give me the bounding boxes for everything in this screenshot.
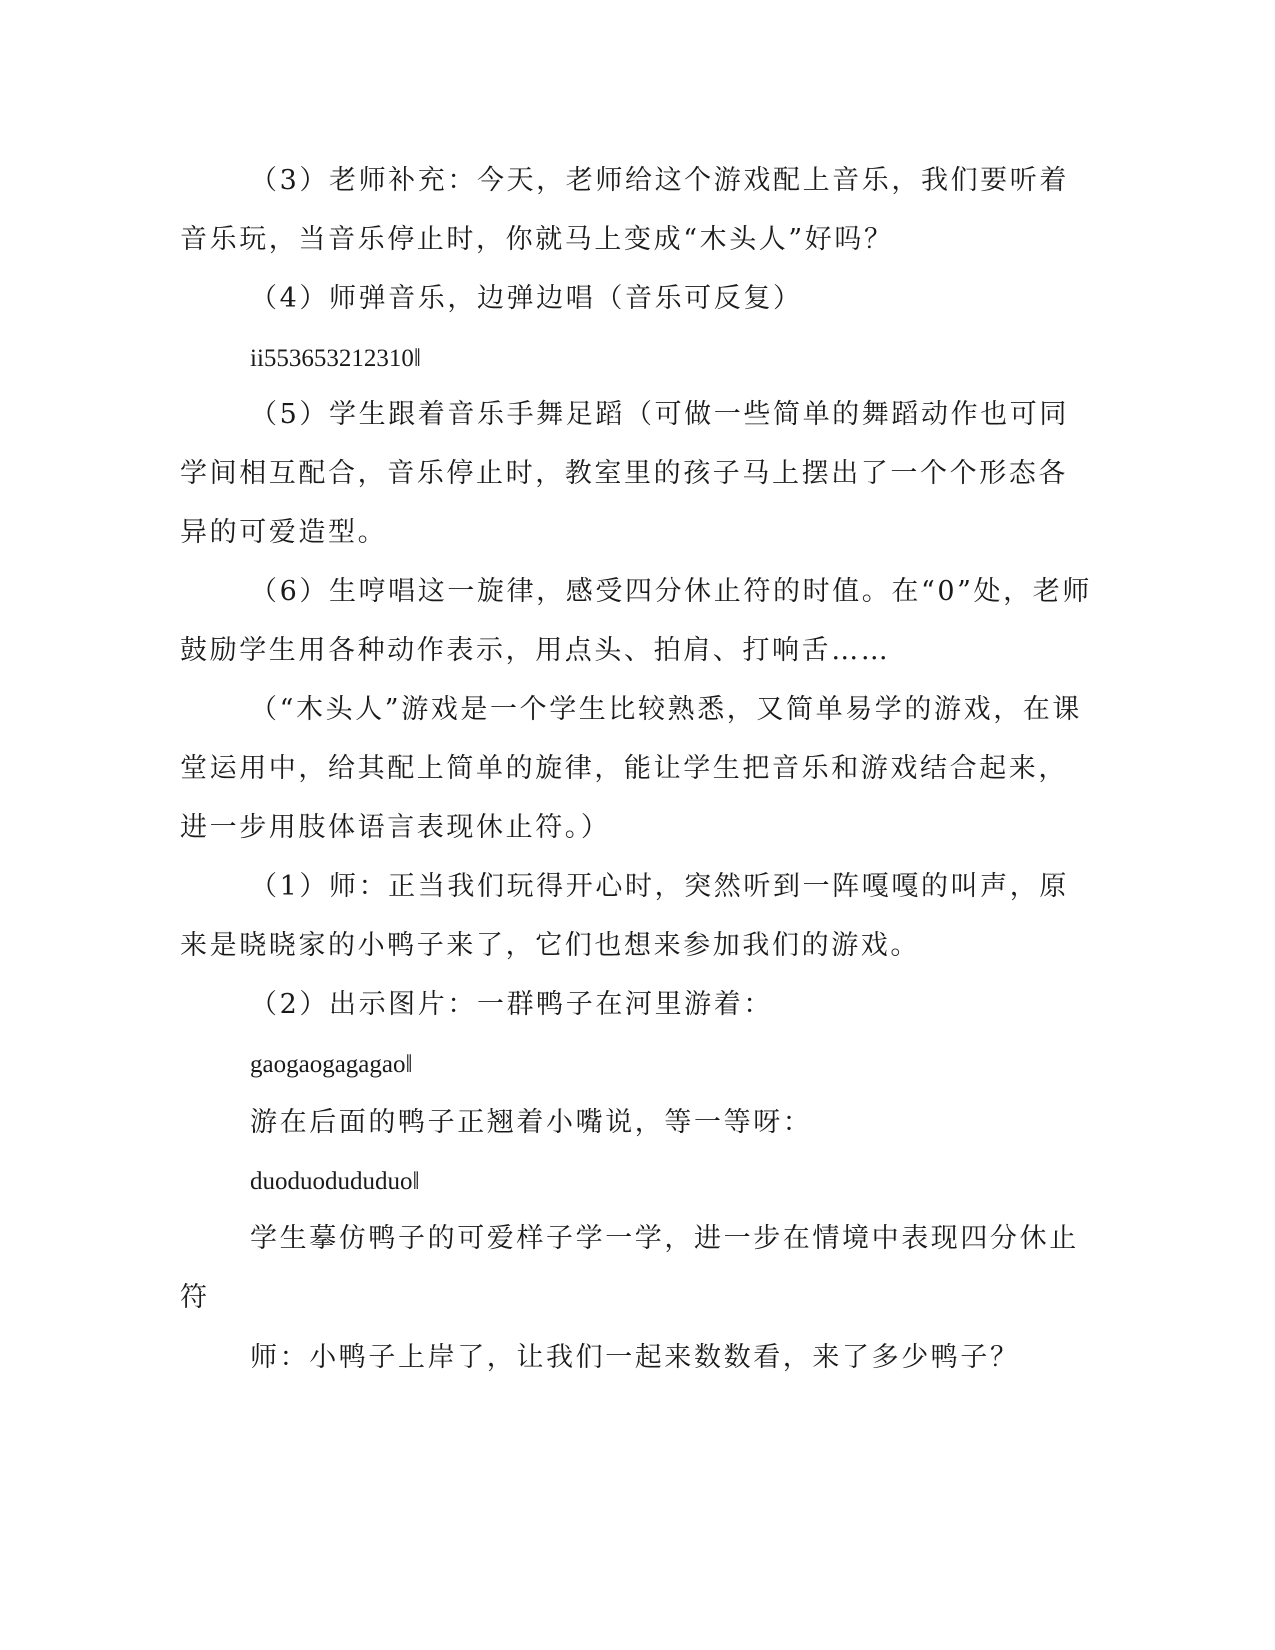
note-paragraph-line-3: 进一步用肢体语言表现休止符。） xyxy=(180,812,611,843)
imitation-paragraph-line-2: 符 xyxy=(180,1282,210,1313)
paragraph-5-line-1: （5）学生跟着音乐手舞足蹈（可做一些简单的舞蹈动作也可同 xyxy=(250,399,1069,430)
paragraph-2: （2）出示图片：一群鸭子在河里游着： xyxy=(250,989,773,1020)
paragraph-4: （4）师弹音乐，边弹边唱（音乐可反复） xyxy=(250,283,803,314)
duck-paragraph: 游在后面的鸭子正翘着小嘴说，等一等呀： xyxy=(250,1107,813,1138)
duck-call-notation-2: duoduodududuo‖ xyxy=(250,1168,420,1195)
paragraph-6-line-2: 鼓励学生用各种动作表示，用点头、拍肩、打响舌…… xyxy=(180,635,891,666)
paragraph-5-line-2: 学间相互配合，音乐停止时，教室里的孩子马上摆出了一个个形态各 xyxy=(180,458,1068,489)
music-notation-1: ii553653212310‖ xyxy=(250,345,421,372)
paragraph-3-line-1: （3）老师补充：今天，老师给这个游戏配上音乐，我们要听着 xyxy=(250,165,1069,196)
final-paragraph: 师：小鸭子上岸了，让我们一起来数数看，来了多少鸭子？ xyxy=(250,1342,1020,1373)
paragraph-6-line-1: （6）生哼唱这一旋律，感受四分休止符的时值。在“0”处，老师 xyxy=(250,576,1092,607)
note-paragraph-line-1: （“木头人”游戏是一个学生比较熟悉，又简单易学的游戏，在课 xyxy=(250,694,1083,725)
paragraph-5-line-3: 异的可爱造型。 xyxy=(180,517,388,548)
duck-call-notation-1: gaogaogagagao‖ xyxy=(250,1051,413,1078)
paragraph-1-line-2: 来是晓晓家的小鸭子来了，它们也想来参加我们的游戏。 xyxy=(180,930,920,961)
paragraph-3-line-2: 音乐玩，当音乐停止时，你就马上变成“木头人”好吗？ xyxy=(180,224,894,255)
imitation-paragraph-line-1: 学生摹仿鸭子的可爱样子学一学，进一步在情境中表现四分休止 xyxy=(250,1223,1079,1254)
note-paragraph-line-2: 堂运用中，给其配上简单的旋律，能让学生把音乐和游戏结合起来， xyxy=(180,753,1068,784)
paragraph-1-line-1: （1）师：正当我们玩得开心时，突然听到一阵嘎嘎的叫声，原 xyxy=(250,871,1069,902)
